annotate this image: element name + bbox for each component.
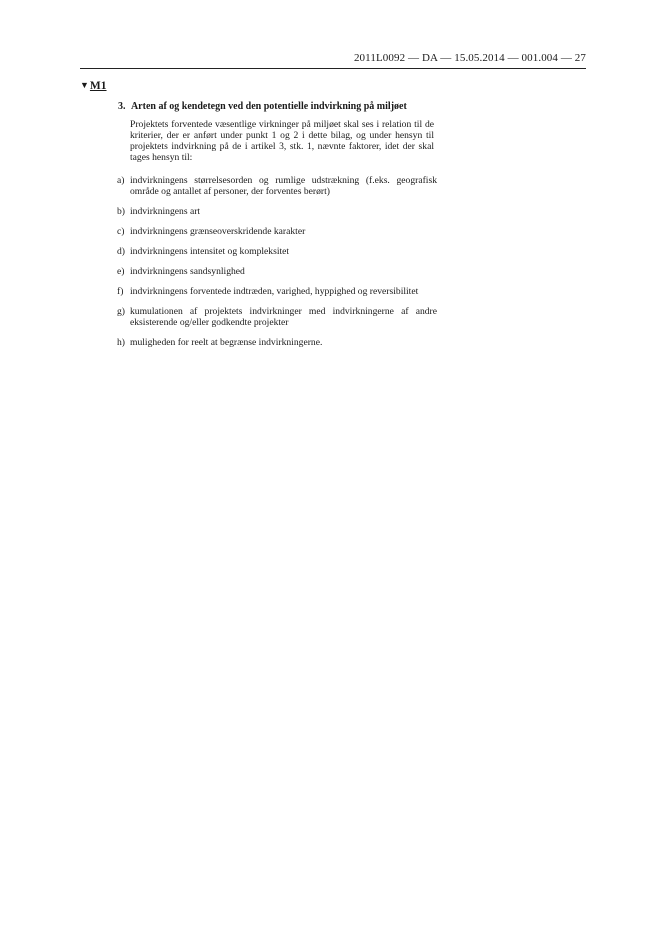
list-item-label: g) [117,306,125,317]
list-item-text: kumulationen af projektets indvirkninger med indvirkningerne af andre eksisterende og/eller godkendte projekter [130,306,437,328]
list-item [117,206,437,217]
criteria-list [117,175,437,357]
list-item-text: indvirkningens sandsynlighed [130,266,245,277]
section-number: 3. [118,101,126,112]
list-item-text: indvirkningens grænseoverskridende karakter [130,226,306,237]
list-item-text: muligheden for reelt at begrænse indvirkningerne. [130,337,323,348]
list-item [117,226,437,237]
list-item [117,246,437,257]
list-item-label: b) [117,206,125,217]
header-divider [80,68,586,69]
triangle-down-icon: ▼ [80,80,89,90]
list-item-label: e) [117,266,125,277]
list-item-text: indvirkningens intensitet og kompleksitet [130,246,290,257]
list-item-text: indvirkningens art [130,206,201,217]
list-item-label: h) [117,337,125,348]
list-item [117,175,437,197]
list-item [117,337,437,348]
list-item-label: c) [117,226,125,237]
section-intro-paragraph: Projektets forventede væsentlige virkninger på miljøet skal ses i relation til de kriterier, der er anført under punkt 1 og 2 i dette bilag, og under hensyn til projektets indvirkning på de i artikel 3, stk. 1, nævnte faktorer, idet der skal tages hensyn til: [130,119,434,163]
list-item [117,266,437,277]
list-item [117,306,437,328]
list-item-label: d) [117,246,125,257]
amendment-marker [80,80,107,92]
list-item-text: indvirkningens forventede indtræden, varighed, hyppighed og reversibilitet [130,286,419,297]
list-item-label: a) [117,175,125,186]
list-item [117,286,437,297]
section-heading [118,101,407,112]
document-reference-header: 2011L0092 — DA — 15.05.2014 — 001.004 — 27 [353,52,586,64]
list-item-text: indvirkningens størrelsesorden og rumlige udstrækning (f.eks. geografisk område og antallet af personer, der forventes berørt) [130,175,437,197]
list-item-label: f) [117,286,124,297]
amendment-code: M1 [89,80,107,92]
section-title: Arten af og kendetegn ved den potentielle indvirkning på miljøet [130,101,407,112]
